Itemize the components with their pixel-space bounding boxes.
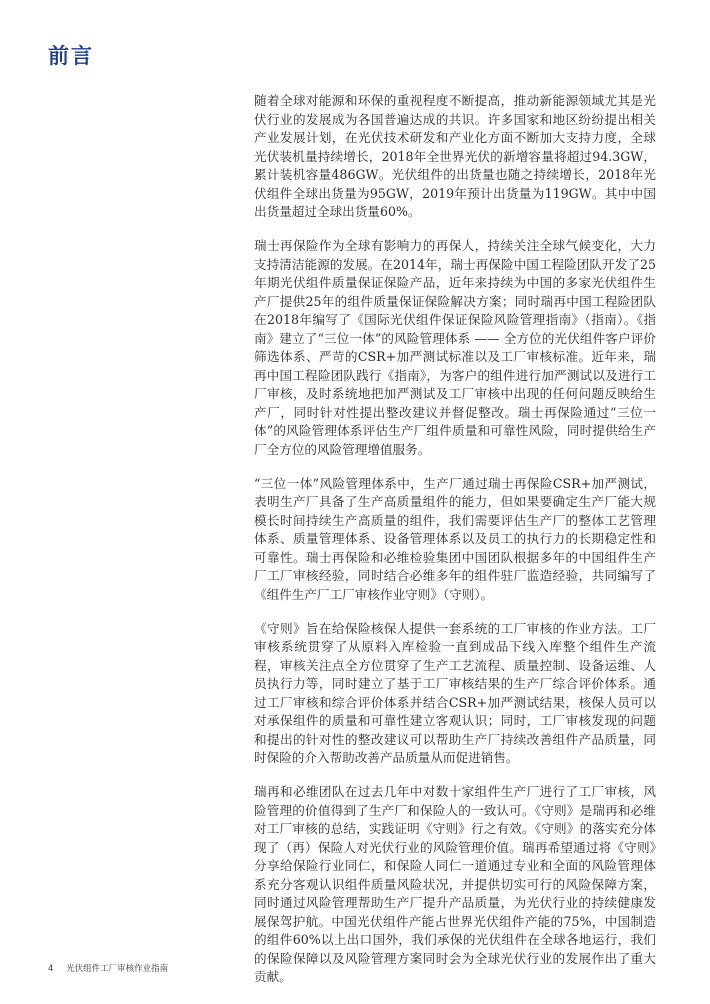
- paragraph-1: 随着全球对能源和环保的重视程度不断提高，推动新能源领域尤其是光伏行业的发展成为各国普遍达成的共识。许多国家和地区纷纷提出相关产业发展计划，在光伏技术研发和产业化方面不断加大支持力度，全球光伏装机量持续增长，2018年全世界光伏的新增容量将超过94.3GW，累计装机容量486GW。光伏组件的出货量也随之持续增长，2018年光伏组件全球出货量为95GW，2019年预计出货量为119GW。其中中国出货量超过全球出货量60%。: [254, 93, 656, 219]
- paragraph-3: “三位一体”风险管理体系中，生产厂通过瑞士再保险CSR+加严测试，表明生产厂具备了生产高质量组件的能力，但如果要确定生产厂能大规模长时间持续生产高质量的组件，我们需要评估生产厂的整体工艺管理体系、质量管理体系、设备管理体系以及员工的执行力的长期稳定性和可靠性。瑞士再保险和必维检验集团中国团队根据多年的中国组件生产厂工厂审核经验，同时结合必维多年的组件驻厂监造经验，共同编写了《组件生产厂工厂审核作业守则》（守则）。: [254, 475, 656, 602]
- page-footer: [48, 962, 168, 974]
- page-title: 前言: [48, 44, 94, 68]
- paragraph-4: 《守则》旨在给保险核保人提供一套系统的工厂审核的作业方法。工厂审核系统贯穿了从原料入库检验一直到成品下线入库整个组件生产流程，审核关注点全方位贯穿了生产工艺流程、质量控制、设备运维、人员执行力等，同时建立了基于工厂审核结果的生产厂综合评价体系。通过工厂审核和综合评价体系并结合CSR+加严测试结果，核保人员可以对承保组件的质量和可靠性建立客观认识；同时，工厂审核发现的问题和提出的针对性的整改建议可以帮助生产厂持续改善组件产品质量，同时保险的介入帮助改善产品质量从而促进销售。: [254, 620, 656, 765]
- body-text: [254, 92, 656, 1002]
- paragraph-2: 瑞士再保险作为全球有影响力的再保人，持续关注全球气候变化，大力支持清洁能源的发展。在2014年，瑞士再保险中国工程险团队开发了25年期光伏组件质量保证保险产品，近年来持续为中国的多家光伏组件生产厂提供25年的组件质量保证保险解决方案；同时瑞再中国工程险团队在2018年编写了《国际光伏组件保证保险风险管理指南》（指南）。《指南》建立了“三位一体”的风险管理体系 —— 全方位的光伏组件客户评价筛选体系、严苛的CSR+加严测试标准以及工厂审核标准。近年来，瑞再中国工程险团队践行《指南》，为客户的组件进行加严测试以及进行工厂审核，及时系统地把加严测试及工厂审核中出现的任何问题反映给生产厂，同时针对性提出整改建议并督促整改。瑞士再保险通过“三位一体”的风险管理体系评估生产厂组件质量和可靠性风险，同时提供给生产厂全方位的风险管理增值服务。: [254, 238, 656, 457]
- paragraph-5: 瑞再和必维团队在过去几年中对数十家组件生产厂进行了工厂审核，风险管理的价值得到了生产厂和保险人的一致认可。《守则》是瑞再和必维对工厂审核的总结，实践证明《守则》行之有效。《守则》的落实充分体现了（再）保险人对光伏行业的风险管理价值。瑞再希望通过将《守则》分享给保险行业同仁，和保险人同仁一道通过专业和全面的风险管理体系充分客观认识组件质量风险状况，并提供切实可行的风险保障方案，同时通过风险管理帮助生产厂提升产品质量，为光伏行业的持续健康发展保驾护航。中国光伏组件产能占世界光伏组件产能的75%，中国制造的组件60%以上出口国外，我们承保的光伏组件在全球各地运行，我们的保险保障以及风险管理方案同时会为全球光伏行业的发展作出了重大贡献。: [254, 784, 656, 984]
- footer-doc-title: 光伏组件工厂审核作业指南: [66, 964, 169, 974]
- page-number: 4: [48, 964, 54, 974]
